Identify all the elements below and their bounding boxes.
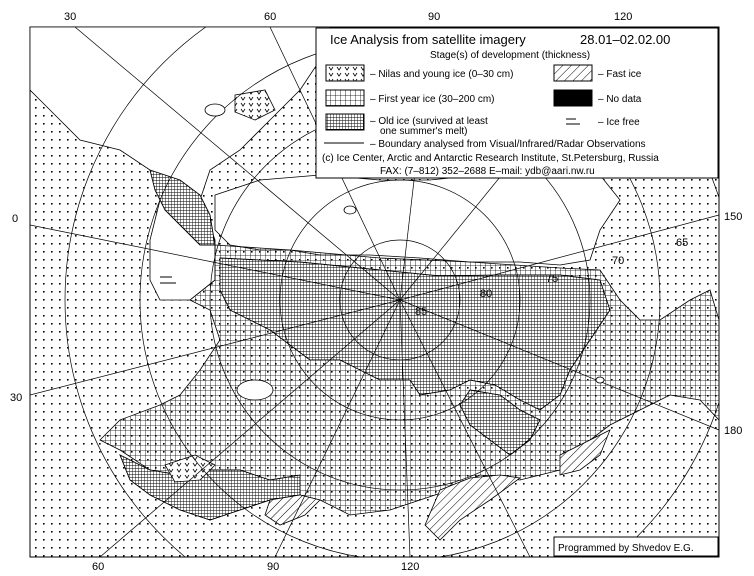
legend-credit: (c) Ice Center, Arctic and Antarctic Research Institute, St.Petersburg, Russia bbox=[322, 153, 659, 164]
legend-label-ice-free: – Ice free bbox=[598, 117, 640, 128]
lon-left-0: 0 bbox=[12, 213, 19, 225]
legend-contact: FAX: (7–812) 352–2688 E–mail: ydb@aari.nw.ru bbox=[380, 166, 595, 177]
lon-bottom-60: 60 bbox=[92, 561, 105, 573]
lat-label-75: 75 bbox=[546, 273, 559, 285]
lat-label-80: 80 bbox=[480, 288, 493, 300]
lon-right-150: 150 bbox=[724, 211, 743, 223]
lon-top-30: 30 bbox=[64, 11, 77, 23]
legend-swatch-nilas bbox=[326, 65, 364, 81]
legend-swatch-no-data bbox=[554, 90, 592, 106]
legend-label-nilas: – Nilas and young ice (0–30 cm) bbox=[370, 69, 514, 80]
legend-label-first-year: – First year ice (30–200 cm) bbox=[370, 94, 495, 105]
lat-label-85: 85 bbox=[415, 306, 428, 318]
lon-top-90: 90 bbox=[428, 11, 441, 23]
legend-label-old-1: – Old ice (survived at least bbox=[370, 116, 488, 127]
programmed-by: Programmed by Shvedov E.G. bbox=[558, 543, 694, 554]
lon-top-60: 60 bbox=[264, 11, 277, 23]
lat-label-70: 70 bbox=[612, 255, 625, 267]
lon-top-120: 120 bbox=[614, 11, 633, 23]
lon-right-180: 180 bbox=[724, 425, 743, 437]
legend-label-fast: – Fast ice bbox=[598, 69, 642, 80]
legend-swatch-first-year bbox=[326, 90, 364, 106]
legend-subtitle: Stage(s) of development (thickness) bbox=[430, 50, 591, 61]
lon-left-30: 30 bbox=[10, 392, 23, 404]
lon-bottom-120: 120 bbox=[401, 561, 420, 573]
legend-title: Ice Analysis from satellite imagery bbox=[330, 32, 526, 47]
legend-label-boundary: – Boundary analysed from Visual/Infrared/Radar Observations bbox=[370, 139, 646, 150]
legend-label-old-2: one summer's melt) bbox=[380, 126, 468, 137]
legend-label-no-data: – No data bbox=[598, 94, 642, 105]
legend-date-range: 28.01–02.02.00 bbox=[580, 32, 671, 47]
legend bbox=[316, 28, 718, 178]
legend-swatch-old bbox=[326, 114, 364, 130]
lon-bottom-90: 90 bbox=[267, 561, 280, 573]
legend-swatch-fast bbox=[554, 65, 592, 81]
lat-label-65: 65 bbox=[676, 237, 689, 249]
